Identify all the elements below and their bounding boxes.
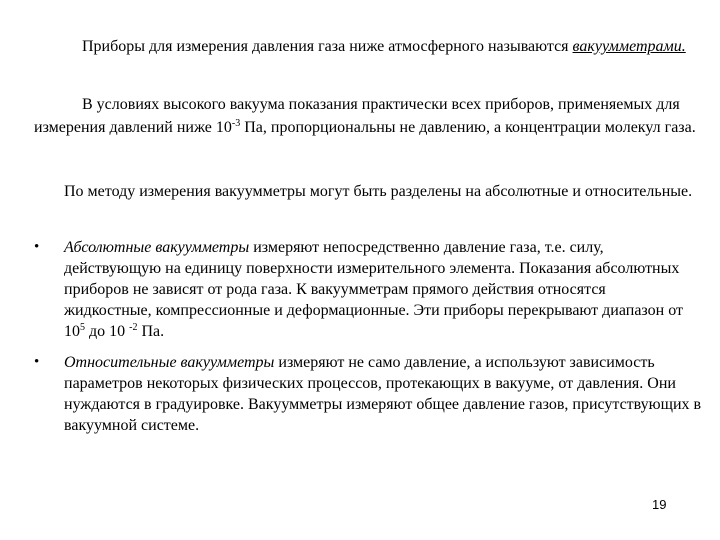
relative-text: измеряют не само давление, а используют зависимость параметров некоторых физических процессов, протекающих в вакууме, от давления. Они нуждаются в градуировке. Вакуумметры измеряют общее давление газов, присутствующих в вакуумной системе.: [64, 354, 702, 434]
list-item-relative: [64, 352, 704, 436]
absolute-exponent-2: -2: [129, 322, 138, 333]
vacuum-text-after: Па, пропорциональны не давлению, а концентрации молекул газа.: [240, 118, 696, 136]
classification-paragraph: По методу измерения вакуумметры могут быть разделены на абсолютные и относительные.: [64, 183, 693, 200]
list-item-absolute: [64, 237, 694, 342]
absolute-text-after: Па.: [137, 323, 165, 340]
page-number: 19: [652, 497, 667, 512]
intro-text: Приборы для измерения давления газа ниже атмосферного называются: [82, 38, 573, 55]
vacuum-paragraph: [34, 94, 704, 139]
absolute-exponent-1: 5: [80, 322, 85, 333]
vacuum-exponent: -3: [231, 117, 241, 129]
absolute-text-before: измеряют непосредственно давление газа, т.е. силу, действующую на единицу поверхности измерительного элемента. Показания абсолютных приборов не зависят от рода газа. К вакуумметрам прямого действия относятся жидкостные, компрессионные и деформационные. Эти приборы перекрывают диапазон от 10: [64, 239, 683, 340]
vacuum-text-before: В условиях высокого вакуума показания практически всех приборов, применяемых для измерения давлений ниже 10: [34, 96, 680, 136]
intro-term: вакуумметрами.: [572, 38, 686, 55]
absolute-text-mid: до 10: [85, 323, 130, 340]
bullet-marker: •: [34, 239, 40, 255]
absolute-term: Абсолютные вакуумметры: [64, 239, 250, 256]
relative-term: Относительные вакуумметры: [64, 354, 275, 371]
intro-paragraph: [34, 36, 694, 57]
bullet-marker: •: [34, 354, 40, 370]
